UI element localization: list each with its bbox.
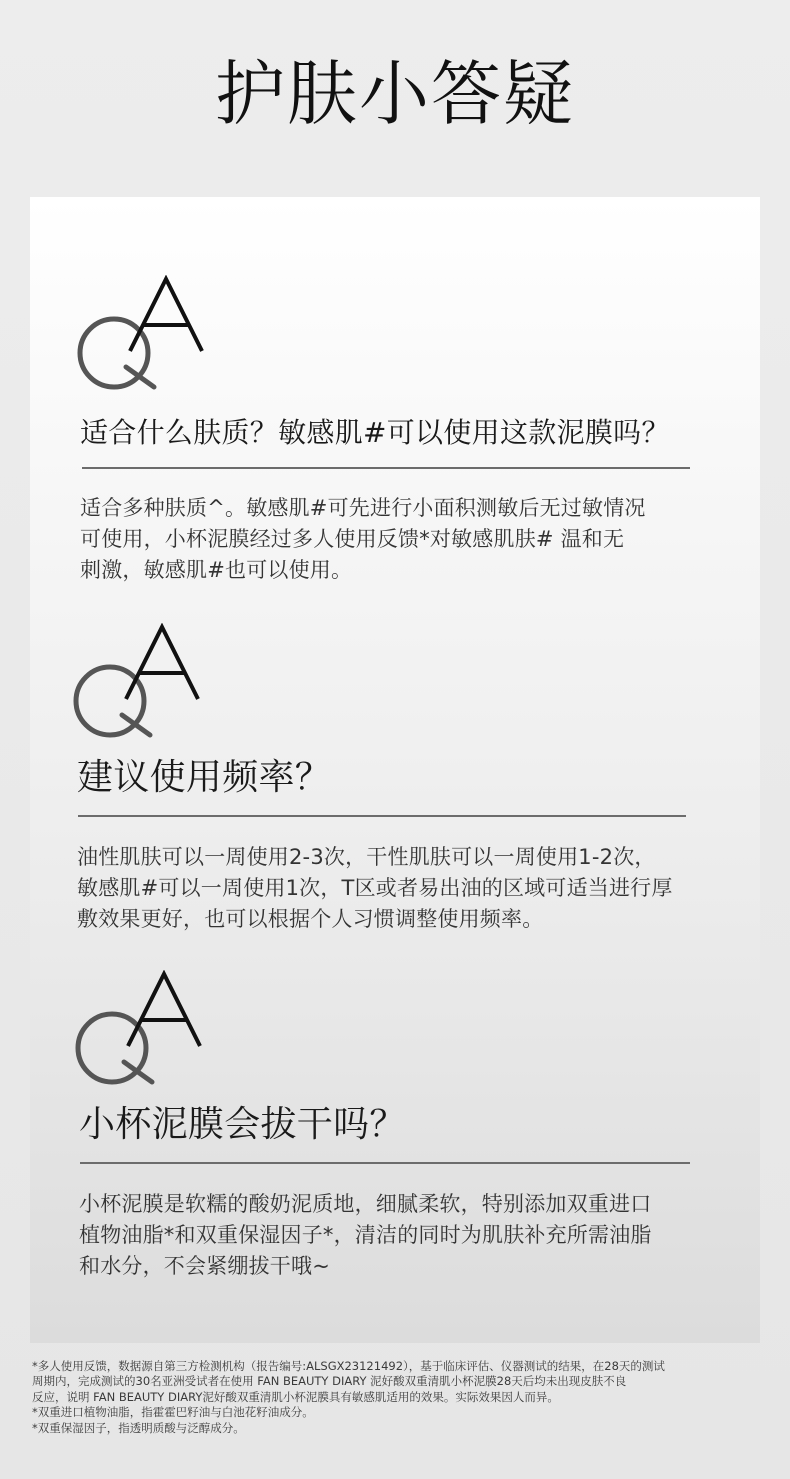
answer-1-line: 适合多种肤质^。敏感肌#可先进行小面积测敏后无过敏情况: [80, 496, 646, 520]
answer-1-line: 刺激，敏感肌#也可以使用。: [80, 558, 353, 582]
answer-3: [79, 1189, 652, 1282]
page-title: 护肤小答疑: [215, 53, 575, 135]
footnote-line: 周期内，完成测试的30名亚洲受试者在使用 FAN BEAUTY DIARY 泥好酸双重清肌小杯泥膜28天后均未出现皮肤不良: [32, 1374, 627, 1389]
divider-3: [80, 1162, 690, 1164]
footnote-line: *双重进口植物油脂，指霍霍巴籽油与白池花籽油成分。: [32, 1405, 314, 1420]
footnote-line: *多人使用反馈，数据源自第三方检测机构（报告编号:ALSGX23121492），基于临床评估、仪器测试的结果，在28天的测试: [32, 1359, 665, 1373]
qa-logo-icon: [70, 623, 200, 743]
answer-1: [80, 493, 646, 586]
answer-2: [77, 842, 673, 935]
answer-3-line: 小杯泥膜是软糯的酸奶泥质地，细腻柔软，特别添加双重进口: [79, 1192, 652, 1216]
answer-2-line: 油性肌肤可以一周使用2-3次，干性肌肤可以一周使用1-2次，: [77, 845, 656, 869]
answer-3-line: 植物油脂*和双重保湿因子*，清洁的同时为肌肤补充所需油脂: [79, 1223, 652, 1247]
footnote-line: *双重保湿因子，指透明质酸与泛醇成分。: [32, 1420, 245, 1435]
qa-panel: [30, 197, 760, 1343]
answer-2-line: 敷效果更好，也可以根据个人习惯调整使用频率。: [77, 907, 544, 931]
question-2: 建议使用频率？: [77, 757, 332, 798]
divider-1: [82, 467, 690, 469]
qa-logo-icon: [74, 275, 204, 395]
footnotes: [32, 1359, 762, 1436]
footnote-line: 反应，说明 FAN BEAUTY DIARY泥好酸双重清肌小杯泥膜具有敏感肌适用的效果。实际效果因人而异。: [32, 1389, 559, 1404]
question-3: 小杯泥膜会拔干吗？: [79, 1104, 406, 1145]
answer-3-line: 和水分，不会紧绷拔干哦~: [79, 1254, 330, 1278]
answer-1-line: 可使用，小杯泥膜经过多人使用反馈*对敏感肌肤# 温和无: [80, 527, 625, 551]
qa-logo-icon: [72, 970, 202, 1090]
question-1: 适合什么肤质？敏感肌#可以使用这款泥膜吗？: [80, 416, 670, 449]
answer-2-line: 敏感肌#可以一周使用1次，T区或者易出油的区域可适当进行厚: [77, 876, 673, 900]
divider-2: [78, 815, 686, 817]
